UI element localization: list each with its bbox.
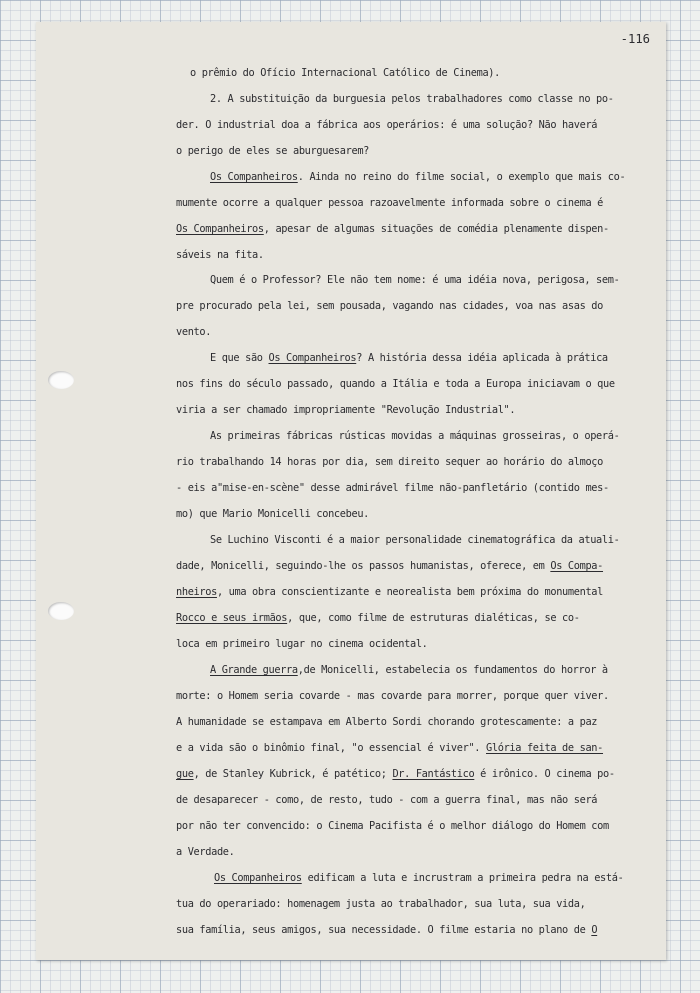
text-line <box>176 403 515 417</box>
text-line <box>176 507 369 521</box>
text-run: ,de Monicelli, estabelecia os fundamentos do horror à <box>297 664 608 676</box>
text-line <box>176 819 609 833</box>
underlined-title: Os Companheiros <box>176 223 264 235</box>
text-line <box>210 663 608 677</box>
text-line <box>176 845 235 859</box>
text-run: tua do operariado: homenagem justa ao trabalhador, sua luta, sua vida, <box>176 898 586 910</box>
text-line <box>176 897 585 911</box>
text-run: , de Stanley Kubrick, é patético; <box>193 768 393 780</box>
text-line <box>214 871 623 885</box>
page-number: -116 <box>620 32 650 46</box>
text-run: As primeiras fábricas rústicas movidas a máquinas grosseiras, o operá- <box>210 430 620 442</box>
text-line <box>210 170 625 184</box>
text-line <box>176 715 597 729</box>
text-run: 2. A substituição da burguesia pelos trabalhadores como classe no po- <box>210 93 614 105</box>
text-run: pre procurado pela lei, sem pousada, vagando nas cidades, voa nas asas do <box>176 300 603 312</box>
text-line <box>210 273 619 287</box>
text-line <box>176 689 609 703</box>
text-line <box>210 92 614 106</box>
text-line <box>190 66 500 80</box>
underlined-title: Os Companheiros <box>210 171 298 183</box>
text-line <box>176 793 597 807</box>
text-run: morte: o Homem seria covarde - mas covarde para morrer, porque quer viver. <box>176 690 609 702</box>
text-line <box>176 196 603 210</box>
underlined-title: A Grande guerra <box>210 664 298 676</box>
punch-hole <box>48 602 74 620</box>
text-run: , uma obra conscientizante e neorealista bem próxima do monumental <box>216 586 604 598</box>
text-line <box>210 429 619 443</box>
text-run: - eis a"mise-en-scène" desse admirável filme não-panfletário (contido mes- <box>176 482 609 494</box>
text-line <box>176 767 615 781</box>
text-run: mo) que Mario Monicelli concebeu. <box>176 508 370 520</box>
underlined-title: O <box>591 924 598 936</box>
underlined-title: Rocco e seus irmãos <box>176 612 288 624</box>
text-run: o perigo de eles se aburguesarem? <box>176 145 370 157</box>
text-run: mumente ocorre a qualquer pessoa razoavelmente informada sobre o cinema é <box>176 197 603 209</box>
text-run: de desaparecer - como, de resto, tudo - com a guerra final, mas não será <box>176 794 598 806</box>
text-line <box>210 533 619 547</box>
text-run: A humanidade se estampava em Alberto Sordi chorando grotescamente: a paz <box>176 716 598 728</box>
underlined-title: Os Companheiros <box>268 352 357 364</box>
text-line <box>176 144 369 158</box>
text-run: e a vida são o binômio final, "o essencial é viver". <box>176 742 487 754</box>
text-line <box>176 455 603 469</box>
underlined-title: nheiros <box>176 586 217 598</box>
text-line <box>176 559 603 573</box>
text-run: loca em primeiro lugar no cinema ocidental. <box>176 638 428 650</box>
text-line <box>176 741 603 755</box>
underlined-title: Glória feita de san- <box>486 742 604 754</box>
text-line <box>176 377 615 391</box>
text-line <box>176 481 609 495</box>
underlined-title: gue <box>176 768 194 780</box>
text-line <box>176 923 597 937</box>
text-run: Se Luchino Visconti é a maior personalidade cinematográfica da atuali- <box>210 534 620 546</box>
text-run: edificam a luta e incrustram a primeira pedra na está- <box>301 872 624 884</box>
punch-hole <box>48 371 74 389</box>
text-run: o prêmio do Ofício Internacional Católico de Cinema). <box>190 67 501 79</box>
text-run: nos fins do século passado, quando a Itália e toda a Europa iniciavam o que <box>176 378 615 390</box>
text-run: ? A história dessa idéia aplicada à prática <box>356 352 608 364</box>
text-run: vento. <box>176 326 212 338</box>
text-run: der. O industrial doa a fábrica aos operários: é uma solução? Não haverá <box>176 119 598 131</box>
text-run: Quem é o Professor? Ele não tem nome: é uma idéia nova, perigosa, sem- <box>210 274 620 286</box>
underlined-title: Os Compa- <box>550 560 604 572</box>
typewritten-page <box>36 22 666 960</box>
text-run: a Verdade. <box>176 846 235 858</box>
text-run: é irônico. O cinema po- <box>474 768 615 780</box>
text-line <box>176 325 211 339</box>
text-run: por não ter convencido: o Cinema Pacifista é o melhor diálogo do Homem com <box>176 820 609 832</box>
text-line <box>176 611 580 625</box>
text-line <box>176 299 603 313</box>
underlined-title: Dr. Fantástico <box>392 768 475 780</box>
text-line <box>176 585 603 599</box>
text-run: , que, como filme de estruturas dialéticas, se co- <box>287 612 580 624</box>
text-run: sua família, seus amigos, sua necessidade. O filme estaria no plano de <box>176 924 592 936</box>
text-run: dade, Monicelli, seguindo-lhe os passos humanistas, oferece, em <box>176 560 551 572</box>
text-line <box>176 637 428 651</box>
text-run: E que são <box>210 352 269 364</box>
underlined-title: Os Companheiros <box>214 872 302 884</box>
text-line <box>176 222 609 236</box>
text-line <box>176 118 597 132</box>
text-run: rio trabalhando 14 horas por dia, sem direito sequer ao horário do almoço <box>176 456 603 468</box>
text-line <box>176 248 264 262</box>
text-line <box>210 351 608 365</box>
text-run: , apesar de algumas situações de comédia plenamente dispen- <box>263 223 609 235</box>
text-run: viria a ser chamado impropriamente "Revolução Industrial". <box>176 404 516 416</box>
text-run: . Ainda no reino do filme social, o exemplo que mais co- <box>297 171 626 183</box>
text-run: sáveis na fita. <box>176 249 264 261</box>
